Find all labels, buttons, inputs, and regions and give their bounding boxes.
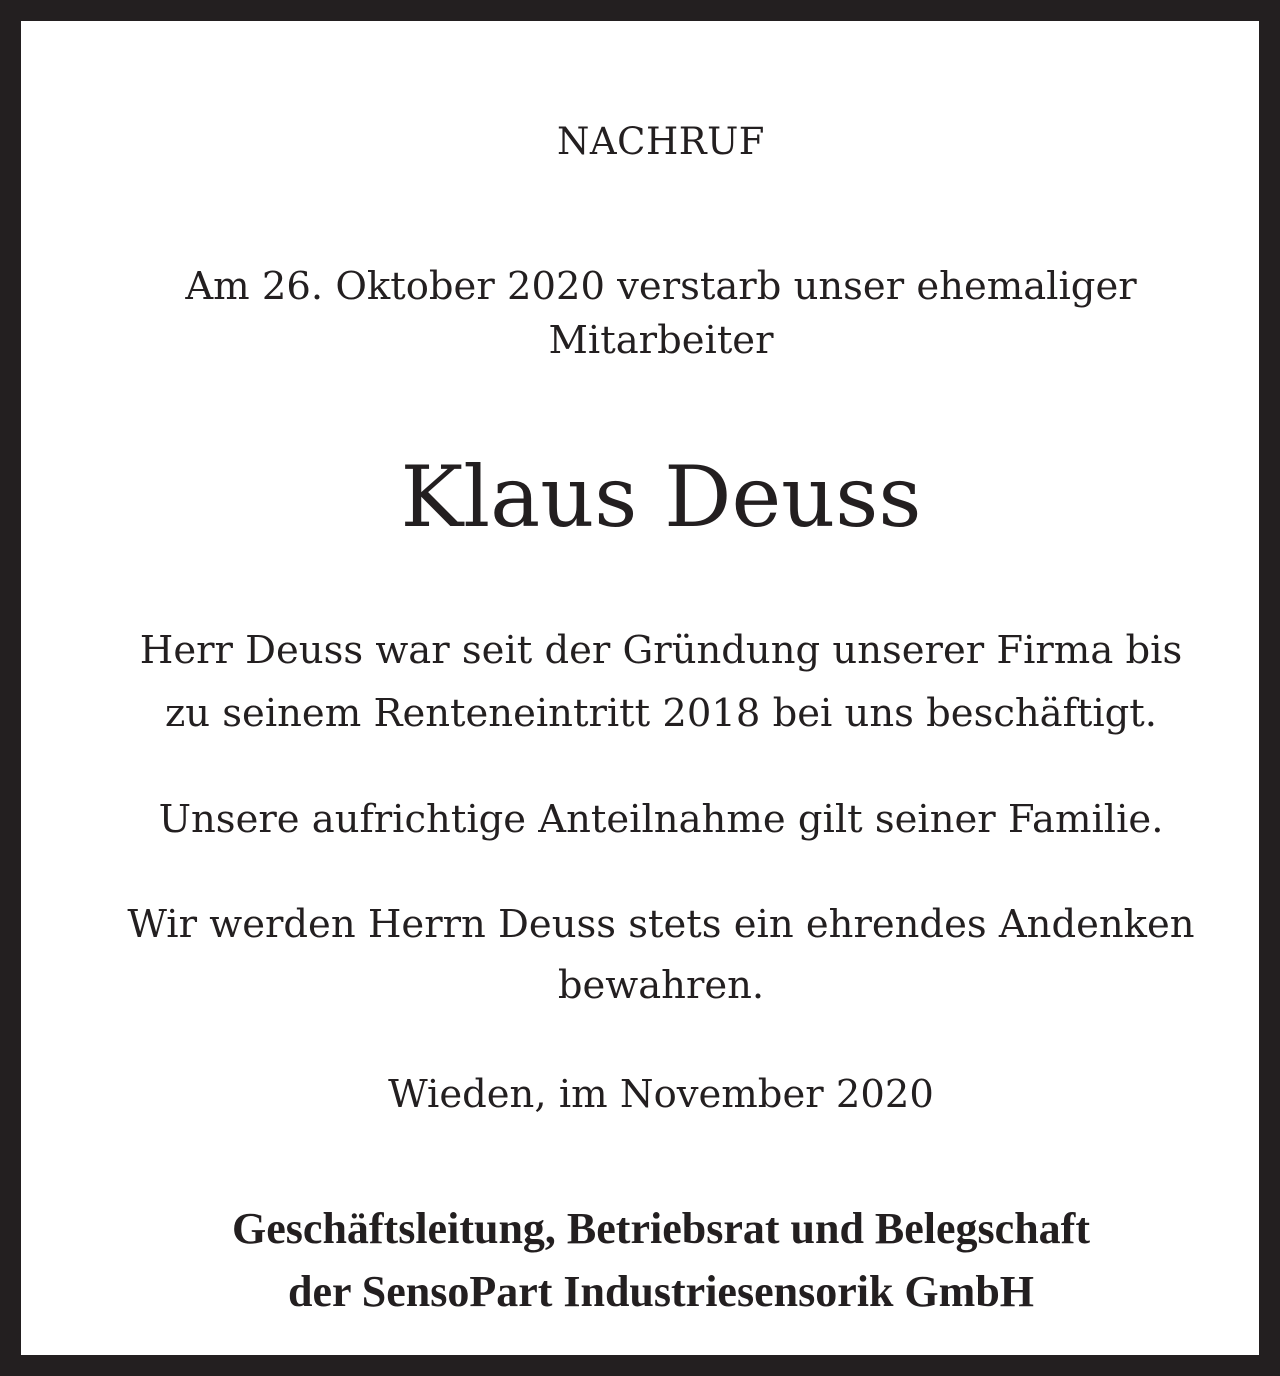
signature-line-1: Geschäftsleitung, Betriebsrat und Belegschaft (232, 1204, 1090, 1253)
employment-line-2: zu seinem Renteneintritt 2018 bei uns beschäftigt. (164, 691, 1158, 736)
intro-line-2: Mitarbeiter (548, 318, 774, 363)
remembrance-line-1: Wir werden Herrn Deuss stets ein ehrendes Andenken (127, 902, 1195, 947)
deceased-name: Klaus Deuss (400, 448, 922, 546)
place-date: Wieden, im November 2020 (388, 1072, 934, 1117)
remembrance-line-2: bewahren. (557, 963, 765, 1008)
condolence-line: Unsere aufrichtige Anteilnahme gilt seiner Familie. (158, 797, 1164, 842)
signature-line-2: der SensoPart Industriesensorik GmbH (287, 1267, 1035, 1316)
notice-heading: NACHRUF (557, 120, 765, 163)
intro-line-1: Am 26. Oktober 2020 verstarb unser ehemaliger (185, 264, 1137, 309)
employment-line-1: Herr Deuss war seit der Gründung unserer Firma bis (139, 628, 1183, 673)
